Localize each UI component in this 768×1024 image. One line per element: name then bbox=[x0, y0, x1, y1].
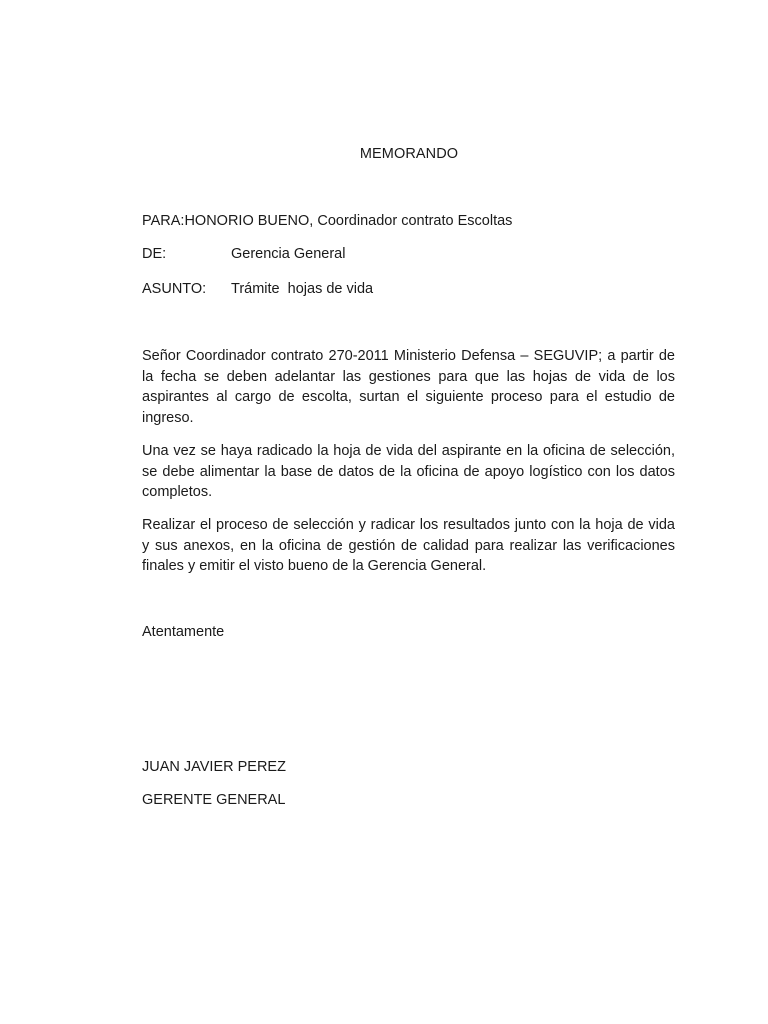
de-label: DE: bbox=[142, 246, 167, 262]
asunto-value: Trámite hojas de vida bbox=[231, 281, 374, 297]
body-paragraph-1: Señor Coordinador contrato 270-2011 Ministerio Defensa – SEGUVIP; a partir de la fecha se deben adelantar las gestiones para que las hojas de vida de los aspirantes al cargo de escolta, surtan el siguiente proceso para el estudio de ingreso. bbox=[142, 348, 675, 426]
asunto-line bbox=[142, 281, 374, 297]
signer-name: JUAN JAVIER PEREZ bbox=[142, 759, 286, 775]
para-line: PARA:HONORIO BUENO, Coordinador contrato Escoltas bbox=[142, 213, 513, 229]
de-line bbox=[142, 246, 346, 262]
body-paragraph-2: Una vez se haya radicado la hoja de vida del aspirante en la oficina de selección, se debe alimentar la base de datos de la oficina de apoyo logístico con los datos completos. bbox=[142, 443, 675, 500]
memo-title: MEMORANDO bbox=[359, 146, 459, 162]
closing: Atentamente bbox=[142, 624, 225, 640]
body-paragraph-3: Realizar el proceso de selección y radicar los resultados junto con la hoja de vida y sus anexos, en la oficina de gestión de calidad para realizar las verificaciones finales y emitir el visto bueno de la Gerencia General. bbox=[142, 517, 675, 574]
asunto-label: ASUNTO: bbox=[142, 281, 207, 297]
signer-title: GERENTE GENERAL bbox=[142, 792, 286, 808]
de-value: Gerencia General bbox=[231, 246, 346, 262]
